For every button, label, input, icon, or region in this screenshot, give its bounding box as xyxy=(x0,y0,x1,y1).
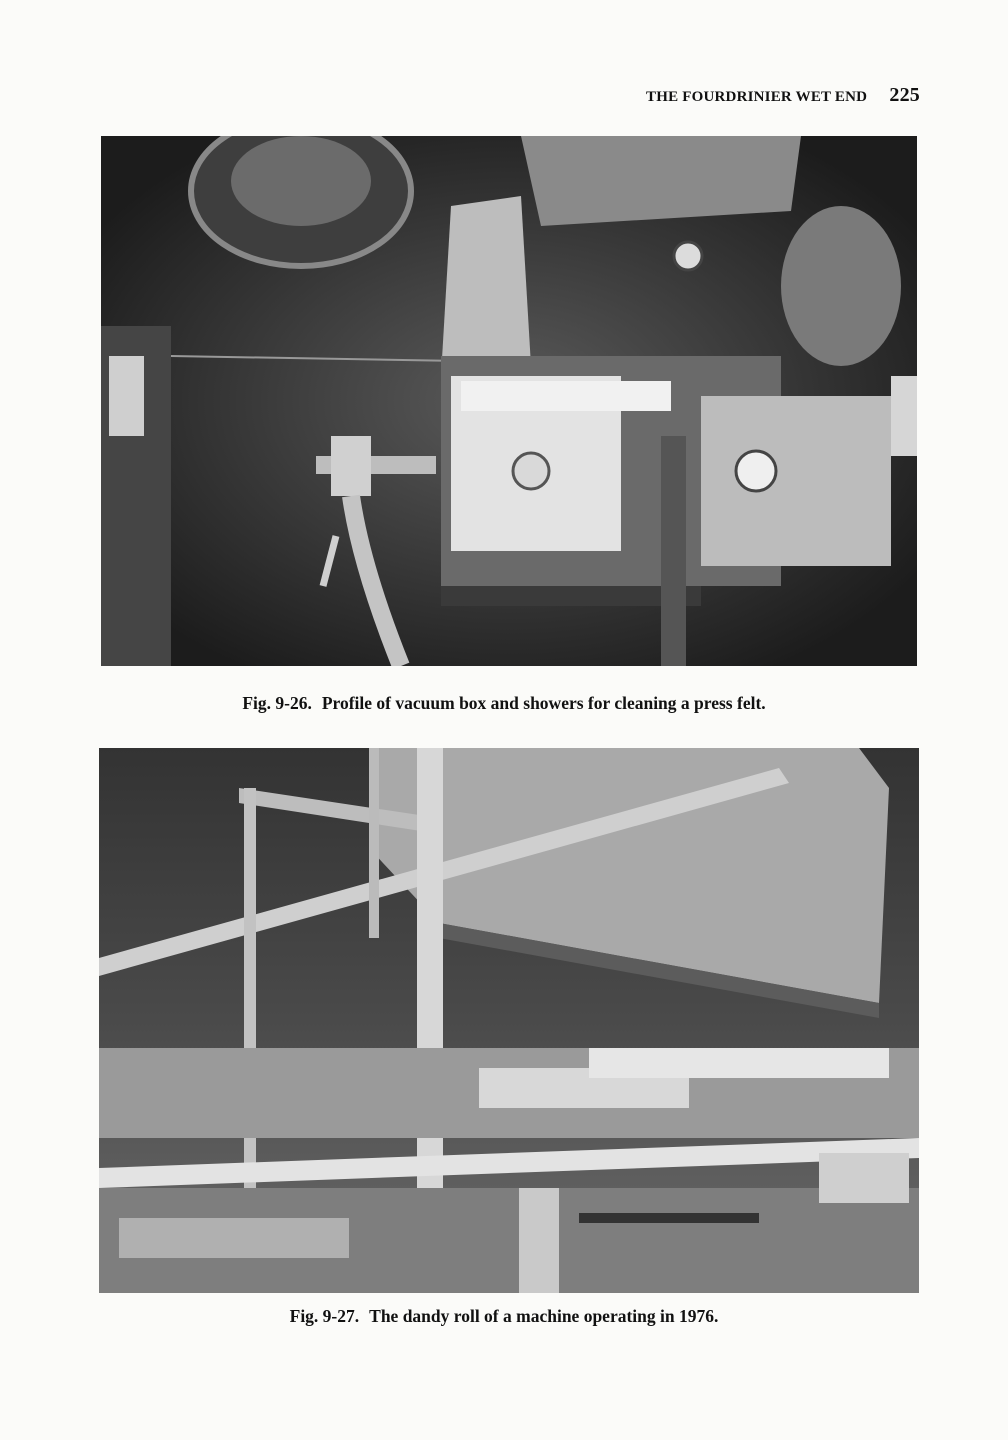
figure-caption-text: Profile of vacuum box and showers for cleaning a press felt. xyxy=(321,693,766,713)
figure-9-26-caption xyxy=(0,693,1008,714)
figure-label: Fig. 9-27. xyxy=(289,1306,360,1326)
page-number: 225 xyxy=(889,84,920,106)
running-head xyxy=(646,84,920,107)
figure-9-27-caption xyxy=(0,1306,1008,1327)
figure-9-27-photo xyxy=(99,748,919,1293)
figure-9-26-photo xyxy=(101,136,917,666)
figure-caption-text: The dandy roll of a machine operating in 1976. xyxy=(369,1306,719,1326)
figure-label: Fig. 9-26. xyxy=(242,693,312,713)
running-title: THE FOURDRINIER WET END xyxy=(646,89,868,105)
